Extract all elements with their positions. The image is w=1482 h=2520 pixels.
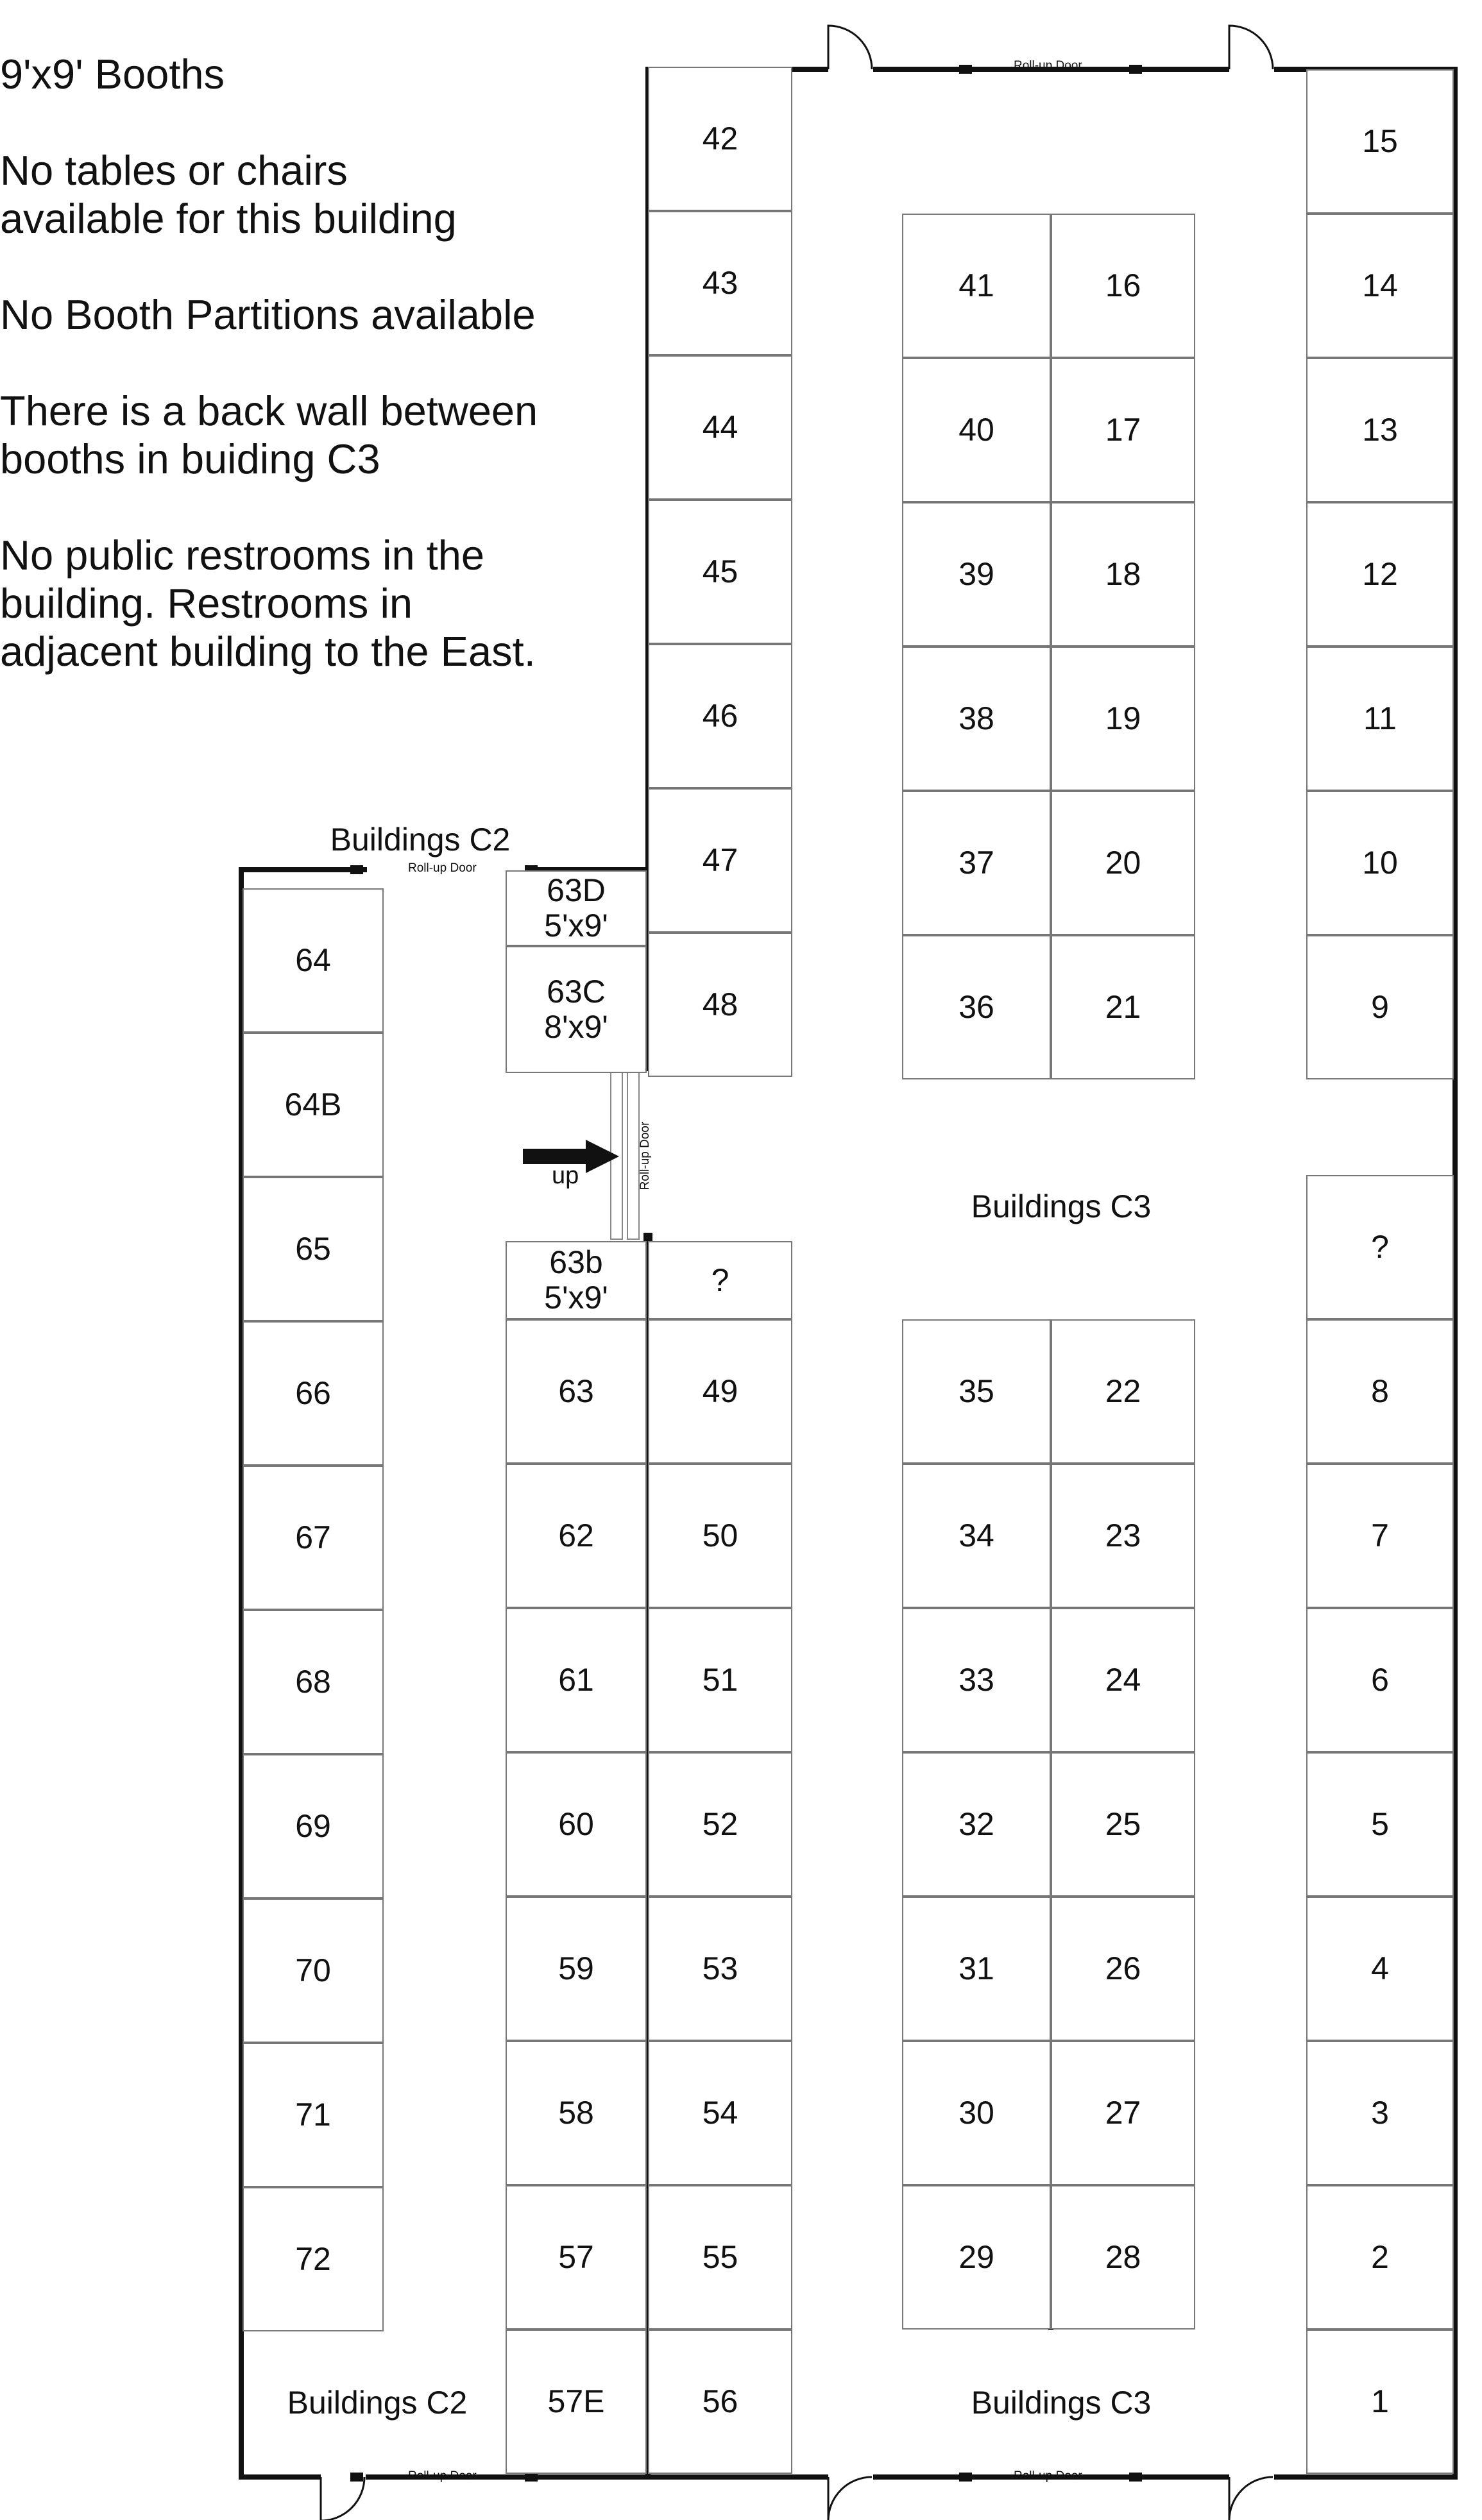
booth-c2-left-6: 69 xyxy=(243,1754,384,1898)
booth-c3-west-6: 55 xyxy=(648,2185,792,2330)
booth-c3-west-top-1: 43 xyxy=(648,211,792,355)
booth-island-b-top-2: 18 xyxy=(1051,502,1195,647)
booth-c3-west-top-5: 47 xyxy=(648,788,792,933)
roll-up-door-label-passage: Roll-up Door xyxy=(638,1121,652,1190)
booth-east-bottom-3: 6 xyxy=(1306,1608,1454,1752)
booth-c2-inner-top-1: 63C 8'x9' xyxy=(506,946,647,1073)
booth-island-b-top-0: 16 xyxy=(1051,214,1195,358)
booth-c2-inner-4: 59 xyxy=(506,1897,647,2041)
booth-east-top-0: 15 xyxy=(1306,69,1454,214)
roll-up-door-label-c2-top: Roll-up Door xyxy=(408,861,477,875)
booth-island-b-top-1: 17 xyxy=(1051,358,1195,502)
booth-island-b-bottom-6: 28 xyxy=(1051,2185,1195,2330)
booth-c3-west-1: 50 xyxy=(648,1464,792,1608)
booth-c3-west-top-0: 42 xyxy=(648,67,792,211)
roll-up-door-label-top: Roll-up Door xyxy=(1014,59,1082,72)
booth-island-b-bottom-0: 22 xyxy=(1051,1319,1195,1464)
note-back-wall: There is a back wall between booths in buiding C3 xyxy=(0,387,538,482)
booth-c2-left-7: 70 xyxy=(243,1898,384,2043)
note-booth-size: 9'x9' Booths xyxy=(0,51,225,97)
booth-c3-west-mid-0: ? xyxy=(648,1241,792,1319)
booth-c2-inner-5: 58 xyxy=(506,2041,647,2185)
booth-island-a-bottom-6: 29 xyxy=(902,2185,1051,2330)
booth-island-b-bottom-2: 24 xyxy=(1051,1608,1195,1752)
booth-east-bottom-5: 4 xyxy=(1306,1897,1454,2041)
building-label-c3-middle: Buildings C3 xyxy=(971,1188,1152,1224)
booth-c3-west-5: 54 xyxy=(648,2041,792,2185)
roll-up-door-label-c3-bottom: Roll-up Door xyxy=(1014,2469,1082,2483)
booth-c3-west-top-4: 46 xyxy=(648,644,792,788)
booth-c3-west-4: 53 xyxy=(648,1897,792,2041)
booth-island-a-top-1: 40 xyxy=(902,358,1051,502)
booth-island-a-bottom-3: 32 xyxy=(902,1752,1051,1897)
booth-island-b-top-5: 21 xyxy=(1051,935,1195,1079)
booth-c2-left-0: 64 xyxy=(243,888,384,1033)
booth-c3-west-0: 49 xyxy=(648,1319,792,1464)
booth-c2-left-1: 64B xyxy=(243,1033,384,1177)
booth-c2-inner-7: 57E xyxy=(506,2330,647,2474)
booth-c3-west-top-3: 45 xyxy=(648,500,792,644)
building-label-c2-bottom: Buildings C2 xyxy=(287,2385,468,2421)
booth-island-b-bottom-3: 25 xyxy=(1051,1752,1195,1897)
booth-island-b-bottom-1: 23 xyxy=(1051,1464,1195,1608)
booth-island-a-bottom-0: 35 xyxy=(902,1319,1051,1464)
note-tables: No tables or chairs available for this building xyxy=(0,147,457,242)
booth-east-top-1: 14 xyxy=(1306,214,1454,358)
booth-island-a-top-5: 36 xyxy=(902,935,1051,1079)
booth-c2-left-9: 72 xyxy=(243,2187,384,2331)
booth-island-a-top-0: 41 xyxy=(902,214,1051,358)
note-partitions: No Booth Partitions available xyxy=(0,291,536,338)
booth-east-bottom-8: 1 xyxy=(1306,2330,1454,2474)
booth-island-b-top-3: 19 xyxy=(1051,647,1195,791)
booth-east-bottom-7: 2 xyxy=(1306,2185,1454,2330)
booth-east-top-5: 10 xyxy=(1306,791,1454,935)
booth-c2-inner-3: 60 xyxy=(506,1752,647,1897)
booth-c2-left-2: 65 xyxy=(243,1177,384,1321)
booth-island-a-bottom-4: 31 xyxy=(902,1897,1051,2041)
booth-island-a-bottom-2: 33 xyxy=(902,1608,1051,1752)
booth-east-top-2: 13 xyxy=(1306,358,1454,502)
booth-island-a-bottom-1: 34 xyxy=(902,1464,1051,1608)
roll-up-door-label-c2-bottom: Roll-up Door xyxy=(408,2469,477,2483)
booth-island-a-top-2: 39 xyxy=(902,502,1051,647)
arrow-label: up xyxy=(552,1162,579,1189)
building-label-c3-bottom: Buildings C3 xyxy=(971,2385,1152,2421)
booth-c2-left-8: 71 xyxy=(243,2043,384,2187)
booth-c3-west-7: 56 xyxy=(648,2330,792,2474)
booth-c2-inner-1: 62 xyxy=(506,1464,647,1608)
booth-island-b-bottom-5: 27 xyxy=(1051,2041,1195,2185)
booth-c2-left-3: 66 xyxy=(243,1321,384,1466)
booth-east-top-6: 9 xyxy=(1306,935,1454,1079)
booth-island-a-bottom-5: 30 xyxy=(902,2041,1051,2185)
note-restrooms: No public restrooms in the building. Restrooms in adjacent building to the East. xyxy=(0,532,536,675)
booth-c2-left-5: 68 xyxy=(243,1610,384,1754)
booth-c2-inner-0: 63 xyxy=(506,1319,647,1464)
booth-c3-west-top-6: 48 xyxy=(648,933,792,1077)
booth-east-top-4: 11 xyxy=(1306,647,1454,791)
booth-east-top-3: 12 xyxy=(1306,502,1454,647)
booth-c2-inner-6: 57 xyxy=(506,2185,647,2330)
booth-east-bottom-2: 7 xyxy=(1306,1464,1454,1608)
building-label-c2-top: Buildings C2 xyxy=(330,822,511,858)
booth-c2-inner-top-0: 63D 5'x9' xyxy=(506,870,647,946)
booth-c3-west-3: 52 xyxy=(648,1752,792,1897)
booth-island-b-bottom-4: 26 xyxy=(1051,1897,1195,2041)
booth-c2-left-4: 67 xyxy=(243,1466,384,1610)
booth-island-b-top-4: 20 xyxy=(1051,791,1195,935)
booth-east-bottom-0: ? xyxy=(1306,1175,1454,1319)
booth-island-a-top-4: 37 xyxy=(902,791,1051,935)
booth-c2-inner-mid-0: 63b 5'x9' xyxy=(506,1241,647,1319)
booth-east-bottom-1: 8 xyxy=(1306,1319,1454,1464)
booth-east-bottom-6: 3 xyxy=(1306,2041,1454,2185)
booth-c2-inner-2: 61 xyxy=(506,1608,647,1752)
booth-island-a-top-3: 38 xyxy=(902,647,1051,791)
booth-c3-west-2: 51 xyxy=(648,1608,792,1752)
booth-east-bottom-4: 5 xyxy=(1306,1752,1454,1897)
booth-c3-west-top-2: 44 xyxy=(648,355,792,500)
